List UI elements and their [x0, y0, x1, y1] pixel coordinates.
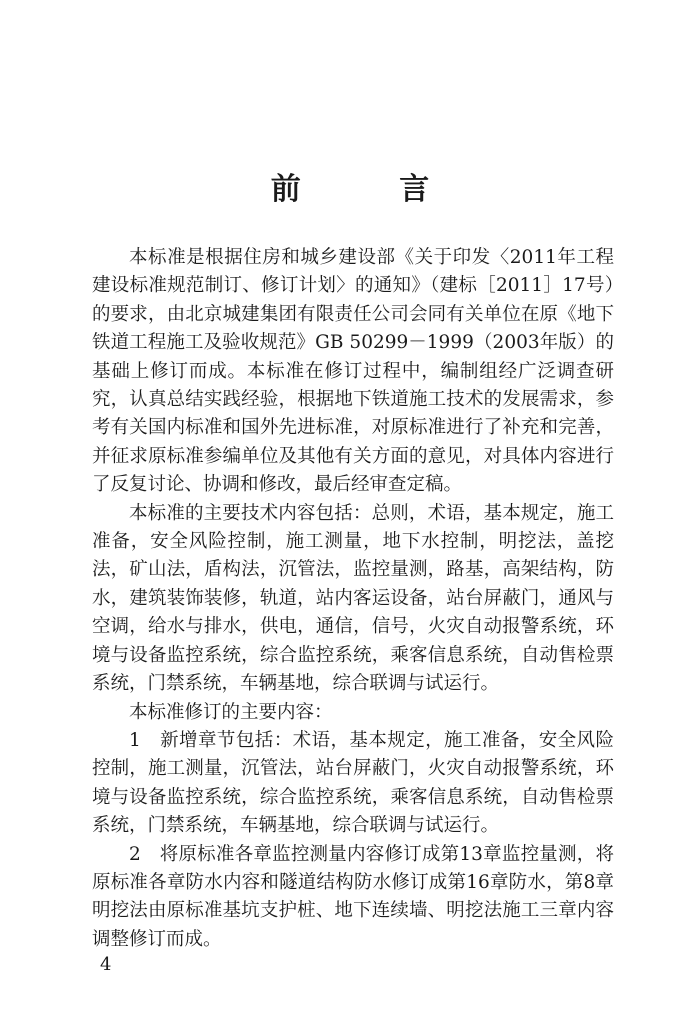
- paragraph-technical-content: 本标准的主要技术内容包括：总则，术语，基本规定，施工准备，安全风险控制，施工测量，地下水控制，明挖法，盖挖法，矿山法，盾构法，沉管法，监控量测，路基，高架结构，防水，建筑装饰装修，轨道，站内客运设备，站台屏蔽门，通风与空调，给水与排水，供电，通信，信号，火灾自动报警系统，环境与设备监控系统，综合监控系统，乘客信息系统，自动售检票系统，门禁系统，车辆基地，综合联调与试运行。: [92, 502, 614, 695]
- page-number: 4: [100, 954, 112, 975]
- paragraph-revision-basis: 本标准是根据住房和城乡建设部《关于印发〈2011年工程建设标准规范制订、修订计划〉的通知》（建标［2011］17号）的要求，由北京城建集团有限责任公司会同有关单位在原《地下铁道工程施工及验收规范》GB 50299－1999（2003年版）的基础上修订而成。本标准在修订过程中，编制组经广泛调查研究，认真总结实践经验，根据地下铁道施工技术的发展需求，参考有关国内标准和国外先进标准，对原标准进行了补充和完善，并征求原标准参编单位及其他有关方面的意见，对具体内容进行了反复讨论、协调和修改，最后经审查定稿。: [92, 247, 614, 496]
- paragraph-revision-item-1: 1 新增章节包括：术语，基本规定，施工准备，安全风险控制，施工测量，沉管法，站台屏蔽门，火灾自动报警系统，环境与设备监控系统，综合监控系统，乘客信息系统，自动售检票系统，门禁系统，车辆基地，综合联调与试运行。: [92, 729, 614, 837]
- page-title: 前 言: [270, 172, 474, 207]
- paragraph-revision-intro: 本标准修订的主要内容：: [129, 701, 333, 723]
- paragraph-revision-item-2: 2 将原标准各章监控测量内容修订成第13章监控量测，将原标准各章防水内容和隧道结构防水修订成第16章防水，第8章明挖法由原标准基坑支护桩、地下连续墙、明挖法施工三章内容调整修订而成。: [92, 843, 614, 950]
- preface-body: [92, 244, 614, 954]
